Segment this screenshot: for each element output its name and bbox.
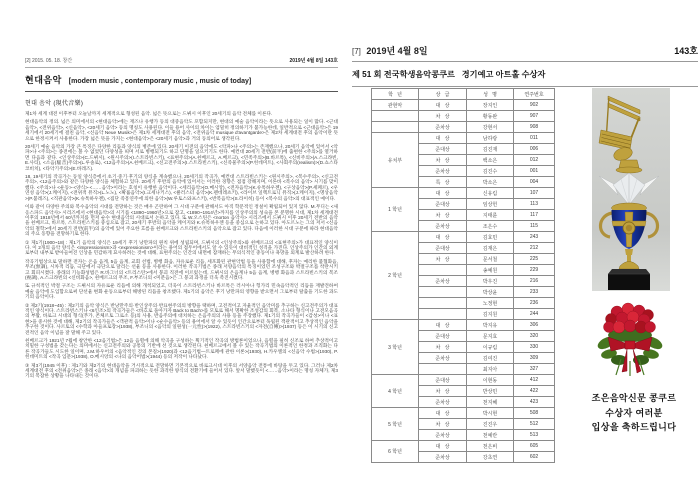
award-cell: 대 상 (419, 441, 467, 452)
award-cell (419, 287, 467, 298)
number-cell: 011 (514, 133, 555, 144)
left-page (25, 57, 338, 382)
award-cell: 준대상 (419, 199, 467, 210)
name-cell: 이규림 (467, 342, 514, 353)
column-header: 상 급 (419, 89, 467, 100)
award-cell: 대 상 (419, 100, 467, 111)
number-cell: 107 (514, 188, 555, 199)
awards-table-wrap (371, 88, 555, 463)
award-cell: 차 상 (419, 254, 467, 265)
number-cell: 216 (514, 276, 555, 287)
award-cell: 준차상 (419, 353, 467, 364)
name-cell: 문지효 (467, 331, 514, 342)
number-cell: 423 (514, 397, 555, 408)
name-cell: 임상헌 (467, 199, 514, 210)
number-cell: 236 (514, 298, 555, 309)
award-cell: 준차상 (419, 276, 467, 287)
issue-date: 2019년 4월 8일 (366, 46, 428, 56)
number-cell: 113 (514, 199, 555, 210)
right-page-header (352, 44, 698, 57)
award-cell: 차 상 (419, 419, 467, 430)
award-cell: 차 상 (419, 155, 467, 166)
number-cell: 229 (514, 265, 555, 276)
article-paragraph-10: 쇤베르크가 1921년 7월에 창안한 <12음기법>은 12음 음렬에 의해 악곡을 구성하는 획기적인 작곡의 방법론이었으나, 음렬을 필히 신조로 하여 추상적이고 치밀한 구성법을 갖는다는 의미에서는 신고전주의와 공통의 기반에 선 것으로 생각된다. 쇤베르크에서 볼 수 있는 작곡기법의 이론적인 한정과 조직화는 다른 작곡가들도 시도한 일이며, J.M.하우어의 <음악적인 것의 본질>(1920)과 <12음기법—트로페에 관한 이론>(1930), H.카우엘의 <신음악 수법>(1930), P.힌데미트의 <작곡 입문>(1938), O.메시앙의 <나의 음악어법>(1944) 등의 저작이 나타났다. (25, 338, 338, 360)
award-cell: 준차상 (419, 221, 467, 232)
name-cell: 진진우 (467, 419, 514, 430)
award-cell: 준차상 (419, 452, 467, 463)
awards-table-header-row (372, 89, 555, 100)
number-cell: 006 (514, 144, 555, 155)
name-cell: 박지유 (467, 320, 514, 331)
title-divider (352, 86, 698, 87)
trophy-base (608, 269, 650, 290)
award-cell: 차 상 (419, 342, 467, 353)
number-cell: 115 (514, 221, 555, 232)
number-cell: 309 (514, 353, 555, 364)
award-cell: 차 상 (419, 111, 467, 122)
grade-cell: 관현악 (372, 100, 419, 111)
number-cell: 513 (514, 430, 555, 441)
number-cell: 902 (514, 100, 555, 111)
awards-table (371, 88, 555, 463)
table-row (372, 188, 555, 199)
award-cell: 특 상 (419, 177, 467, 188)
number-cell: 320 (514, 331, 555, 342)
number-cell: 907 (514, 111, 555, 122)
number-cell: 605 (514, 441, 555, 452)
name-cell: 반상민 (467, 386, 514, 397)
name-cell: 신유림 (467, 188, 514, 199)
congrats-message (576, 391, 692, 435)
trophy-photo (592, 88, 670, 291)
award-cell (419, 309, 467, 320)
number-cell: 001 (514, 166, 555, 177)
column-header: 연주번호 (514, 89, 555, 100)
congrats-line-1: 조은음악신문 콩쿠르 (591, 393, 677, 403)
name-cell: 박소은 (467, 177, 514, 188)
header-divider (352, 61, 698, 62)
name-cell: 송예원 (467, 265, 514, 276)
column-header: 성 명 (467, 89, 514, 100)
award-cell: 대 상 (419, 133, 467, 144)
name-cell: 천지혜 (467, 397, 514, 408)
award-cell: 준차상 (419, 122, 467, 133)
name-cell: 김진재 (467, 144, 514, 155)
award-cell (419, 298, 467, 309)
grade-cell: 2 학년 (372, 232, 419, 320)
left-header-founded: [2] 2015. 05. 18. 창간 (25, 58, 73, 64)
page-number: [7] (352, 47, 361, 56)
name-cell: 김효민 (467, 232, 514, 243)
number-cell: 330 (514, 342, 555, 353)
grade-cell (372, 111, 419, 122)
table-row (372, 375, 555, 386)
name-cell: 김지원 (467, 309, 514, 320)
number-cell: 012 (514, 155, 555, 166)
name-cell: 박시현 (467, 408, 514, 419)
article-paragraph-6: ① 제1기(1900~18) : 제1기 음악의 양식은 19세기 후기 낭만파의 원칙 위에 성립되며, 드뷔시의 <인상주의>와 쇤베르크의 <표현주의>가 대표적인 양식이다. 이 2개의 음악 양식은 <impressionism>과 <expressionism>이라는 용어의 접두어에서도 알 수 있듯이 대비적인 성격을 가진다. 인상주의가 인간의 외계로부터 내부로 받아들여진 인상을 민감하게 묘사하려는 것에 대해, 표현주의는 인간의 내면에 잠재하는 무의식적인 충동이나 욕망을 외계로 발산하려 한다. (25, 239, 338, 256)
table-row (372, 100, 555, 111)
article-paragraph-4: 18, 19세기의 작곡가는 동일 양식층에서 초기·중기·후기의 양식을 계속했으나, 20세기의 작곡가, 예컨대 스트라빈스키는 <원시주의>, <복수주의>, <신고전주의>, <12음주의>와 같은 다양한 양식을 체험하고 있다. 20세기 후반의 음악에 있어서는 이러한 경향은 점점 강해지며, 이른바 <복수의 음악> 시기를 맞이했다. <주의>나 <운동>·<양식>·<……음악>이라는 호칭이 유행한 음악이다. <세리음악>(O.메시앙), <전자음악>(K.슈톡하우젠), <구상음악>(P.셰페르), <우연성 음악>(J.케이지), <전위적 뮤직>(L.노노), <확률음악>(I.크세나키스), <클러스터 음악>(K.펜데레츠키), <라이브 일렉트로닉 뮤직>(J.케이지), <명상음악>(P.불레즈), <직관음악>(K.슈톡하우젠), <집단 즉흥연주에 의한 음악>(W.루토스와프스키), <반복음악>(S.라이히) 등이 <복수의 음악>의 대표적인 예이다. (25, 174, 338, 201)
rose-bouquet-photo (597, 301, 663, 379)
number-cell: 327 (514, 364, 555, 375)
left-header-issue: 2019년 4월 8일 143호 (289, 58, 338, 64)
grade-cell: 유치부 (372, 133, 419, 188)
awards-title: 제 51 회 전국학생음악콩쿠르 경기예고 아트홀 수상자 (352, 70, 546, 79)
name-cell: 조은수 (467, 221, 514, 232)
article-paragraph-5: 이와 같이 다양한 주의와 복수음악의 시대를 전망하는 것은 매우 곤란하여 그 시대 구분에 관해서도 아직 학문적인 정설이 확립되어 있지 않다. M.무디는 <새옹스파드 음악사> 시리즈에서 <현대음악>의 시기를 <1890~1960년>으로 잡고, <1890~1914년>까지를 인상주의의 성숙을 본 분명한 시대, 제1차 세계대전 이후의 1918년에서 60년까지를 먼저 순수 현대음악의 시대로서 논하고 있다. 또 W.오스틴은 <norton 음악사> 시리즈에서 드뷔시 이후 20세기 전반의 음악을 쇤베르크, 바르톡, 스트라빈스키를 중심으로 잡고, 20세기 후반의 음악을 케이지와 K.슈톡하우젠 등을 중심으로 논하고 있다. 아도르노는 그의 저서 <신음악의 철학>에서 20세기 전반(前半)의 음악에 있어 주요한 흐름을 쇤베르크와 스트라빈스키의 음악으로 잡고 있다. 다음에 이러한 시대 구분에 따라 현대음악의 주요 동향을 전망하기로 한다. (25, 204, 338, 237)
number-cell: 225 (514, 254, 555, 265)
column-header: 학 년 (372, 89, 419, 100)
name-cell: 박우진 (467, 276, 514, 287)
grade-cell (372, 122, 419, 133)
article-titlebar (25, 73, 338, 86)
name-cell: 천예란 (467, 430, 514, 441)
table-row (372, 122, 555, 133)
congrats-line-3: 입상을 축하드립니다 (591, 422, 677, 432)
number-cell: 512 (514, 419, 555, 430)
number-cell: 908 (514, 122, 555, 133)
number-cell: 212 (514, 243, 555, 254)
name-cell: 최지아 (467, 364, 514, 375)
number-cell: 306 (514, 320, 555, 331)
award-cell: 대 상 (419, 232, 467, 243)
name-cell: 김여진 (467, 353, 514, 364)
grade-cell: 4 학년 (372, 375, 419, 408)
number-cell: 233 (514, 287, 555, 298)
grade-cell: 1 학년 (372, 188, 419, 232)
left-page-header (25, 57, 338, 64)
number-cell: 243 (514, 232, 555, 243)
award-cell: 준대상 (419, 243, 467, 254)
right-header-date (352, 44, 428, 57)
number-cell: 004 (514, 177, 555, 188)
article-paragraph-11: ③ 제3기(1945 이후) : 제1기와 제2기의 현대음악을 거시적으로 전망하면 기본적으로 바로크시대 이후의 서양음악 전통에 바탕을 두고 있다. 그러나 제2차 세계대전 후의 <전위음악>은 종래 <음악>의 개념을 파괴하는 듯한 과격한 양식의 전환기에 들어서 있다. 앞서 말했듯이 <……음악>이라는 명칭 자체가, 제3기의 복잡한 상황을 나타내는 것이다. (25, 362, 338, 379)
award-cell: 준대상 (419, 144, 467, 155)
name-cell: 김진수 (467, 166, 514, 177)
article-paragraph-9: ② 제2기(1918~45) : 제2기의 음악 양식은 반낭만주의·반인상주의·반표현주의의 방향을 택하며, 고전적이고 자율적인 음악미를 추구하는 신고전주의가 대표적인 양식이다. 스트라빈스키나 <6인조>의 작곡가들은 <바흐로 돌아가자 Back to Bach>를 모토로 해서 명확한 조성감의 회복, 소나타 형식이나 고전모음곡의 부활, 바로크 시대의 형식(푸가, 콘체르토 그로소 등)의 사용, 반음주의에 대치하는 온음주의의 사용 등을 주장했다. 제1기의 작곡가들이 <감성>이나 <표현>을 중시한 것에 대해, 제2기의 작곡가들은 <객관적 음악>이나 <순수음악> 등의 용어에서 알 수 있듯이 인간으로부터 독립된 객관적이고 추상적인 음악을 추구한 것이다. 사르토의 <수학과 아들프로장>(1938), 부조니의 <음악의 일원성(一元性)>(1922), 스트라빈스키의 <자전(自傳)>(1937) 등은 이 시기의 신고전적인 음악 이념을 잘 말해 주고 있다. (25, 302, 338, 335)
table-row (372, 408, 555, 419)
name-cell: 문서철 (467, 254, 514, 265)
article-title-english: [modern music , contemporary music , music of today] (68, 78, 252, 85)
name-cell: 강초연 (467, 452, 514, 463)
table-row (372, 320, 555, 331)
name-cell: 이현동 (467, 375, 514, 386)
number-cell: 602 (514, 452, 555, 463)
name-cell: 황동완 (467, 111, 514, 122)
name-cell: 노정현 (467, 298, 514, 309)
article-title: 현대음악 (25, 75, 62, 85)
roses (604, 303, 656, 333)
name-cell: 천은비 (467, 441, 514, 452)
article-paragraph-8: 또 규칙적인 박절 구조는 드뷔시의 자유로운 리듬에 의해 개척되었고, 더욱이 스트라빈스키나 바르톡은 러시아나 헝가리 민속음악적인 리듬을 재발견하여 예술 음악에 도입함으로써 단선율 변화 운동으로부터 해방된 리듬을 창조했다. 제1기의 음악은 후기 낭만파의 영향을 받으면서 그로부터 탈출을 기도한 과도기의 음악이다. (25, 283, 338, 300)
number-cell: 412 (514, 375, 555, 386)
name-cell: 김재은 (467, 243, 514, 254)
number-cell: 117 (514, 210, 555, 221)
award-cell: 준차상 (419, 397, 467, 408)
award-cell (419, 265, 467, 276)
award-cell: 차 상 (419, 386, 467, 397)
table-row (372, 133, 555, 144)
number-cell: 508 (514, 408, 555, 419)
table-row (372, 441, 555, 452)
award-cell: 준차상 (419, 166, 467, 177)
award-cell: 대 상 (419, 408, 467, 419)
number-cell: 244 (514, 309, 555, 320)
name-cell: 박상윤 (467, 287, 514, 298)
article-paragraph-7: 작곡기법상으로 말하면 전자는 온음 음계, 5음 음계, 교회 선법, 병행 화음, 자유로운 리듬, 세포화된 관현악법 등을 사용함에 대해, 후자는 예리한 불협화음, 무조(無調), 시차적 리듬, 극단에서 극단으로 달리는 선율 등을 사용한다. 이러한 작곡기법은 종래 서양음악의 특징이었던 조성구조와 박절구조를 착란시키고 회피시켰다. 종래의 기능화성법은 R.바그너의 <트리스탄>에서 붕괴 직전에 이르렀는데, 드뷔시의 온음계나 5음 음계, 병행 화음과 스트라빈스키의 복조(複調), A.스크랴빈의 <신비화음>, 쇤베르크의 무조, F.부조니의 <미분음>은 그 붕괴 과정을 더욱 촉진시켰다. (25, 258, 338, 280)
name-cell: 백소은 (467, 155, 514, 166)
name-cell: 강현서 (467, 122, 514, 133)
name-cell: 지태륜 (467, 210, 514, 221)
foliage (597, 328, 663, 376)
award-cell (419, 364, 467, 375)
section-heading: 현대 음악 (現代音樂) (25, 101, 84, 107)
article-body (25, 111, 338, 379)
issue-number: 143호 (674, 46, 698, 56)
grade-cell: 3 학년 (372, 320, 419, 375)
grade-cell: 5 학년 (372, 408, 419, 441)
name-cell: 장지인 (467, 100, 514, 111)
award-cell: 준대상 (419, 375, 467, 386)
grade-cell: 6 학년 (372, 441, 419, 463)
table-row (372, 111, 555, 122)
awards-table-body (372, 100, 555, 463)
article-paragraph-2: 현대음악의 정의. 넓은 의미에서의 <현대음악>에는 재즈나 유행가 등의 대중음악도 포함되지만, 현대의 예술 음악이라는 뜻으로 사용되는 일이 많다. <근대음악>, <전위음악>, <신음악>, <20세기 음악> 등의 명칭도 사용된다. 이들 용어 사이의 차이는 엄밀히 정의하기가 불가능한데, 일반적으로 <근대음악>은 19세기에서 20세기에 걸친 음악, <신음악 Neue Musik>은 제1차 세계대전 후의 음악, <전위음악 musique d'avantgarde>은 제2차 세계대전 후의 음악이란 뜻으로 한정시켜서 사용한다. 가장 넓은 뜻을 가지는 <현대음악>은 <20세기 음악>과 거의 동의어로 생각된다. (25, 119, 338, 141)
table-row (372, 232, 555, 243)
congrats-line-2: 수상자 여러분 (605, 407, 663, 418)
award-cell: 차 상 (419, 210, 467, 221)
article-paragraph-3: 20세기 예술 음악의 가장 큰 특징은 다양한 리듬과 양식의 병존에 있다. 20세기 이전의 음악에도 <악파>나 <주의>는 존재했으나, 20세기 음악에 있어서 <악파>나 <주의>는 종전에는 볼 수 없었던 다양성을 띠며 서로 병행되기도 하고 단명을 일으키기도 한다. 예컨대 20세기 전반(前半)에 출현한 <주의>를 열거하면 다음과 같다. <인상주의>(C.드뷔시), <원시주의>(I.스트라빈스키), <표현주의>(A.쇤베르크, A.베르크), <민족주의>(B.바르톡), <신비주의>(A.스크랴빈, E.사티), <소음(騷音)주의>(L.루솔로), <12음주의>(A.쇤베르크), <신고전주의>(I.스트라빈스키), <신즉물주의>(P.힌데미트), <사회주의(realism)>(D.쇼스타코비치), <타악기주의>(E.바레즈). (25, 144, 338, 171)
article-paragraph-1: 제1차 세계 대전 이후부터 오늘날까지 세계적으로 형성된 음악. 넓은 뜻으로는 드뷔시 이후인 20세기의 음악 전체를 이른다. (25, 111, 273, 116)
award-cell: 준차상 (419, 430, 467, 441)
right-page (352, 44, 698, 489)
number-cell: 422 (514, 386, 555, 397)
award-cell: 대 상 (419, 188, 467, 199)
title-divider (25, 91, 338, 92)
award-cell: 대 상 (419, 320, 467, 331)
header-divider (25, 67, 338, 68)
name-cell: 남하랑 (467, 133, 514, 144)
award-cell: 준대상 (419, 331, 467, 342)
